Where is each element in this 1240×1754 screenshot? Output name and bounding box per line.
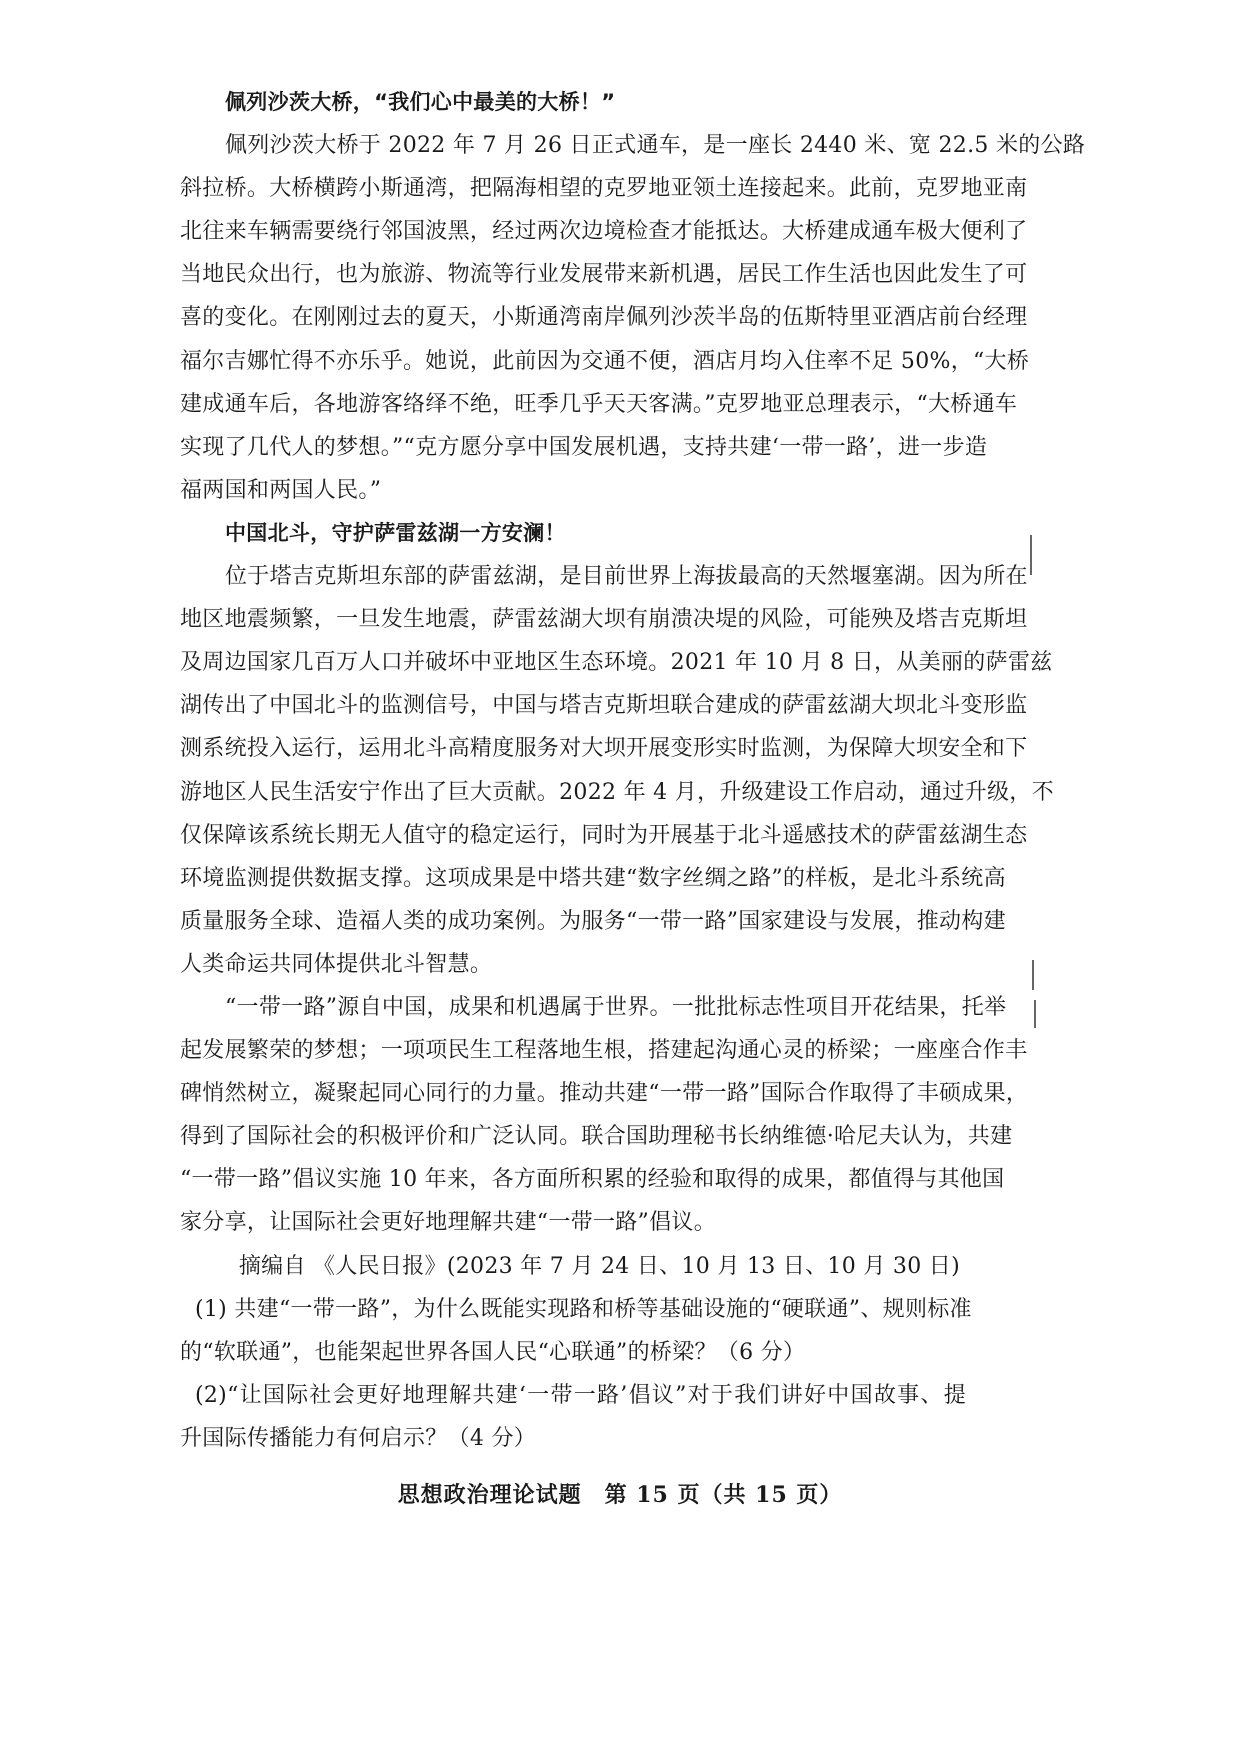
page-footer: 思想政治理论试题 第 15 页（共 15 页） <box>397 1482 843 1508</box>
text-line: 福尔吉娜忙得不亦乐乎。她说，此前因为交通不便，酒店月均入住率不足 50%，“大桥 <box>180 348 1030 374</box>
section-title: 佩列沙茨大桥，“我们心中最美的大桥！” <box>225 90 616 114</box>
text-line: 湖传出了中国北斗的监测信号，中国与塔吉克斯坦联合建成的萨雷兹湖大坝北斗变形监 <box>180 693 1028 719</box>
question-1-line: 的“软联通”，也能架起世界各国人民“心联通”的桥梁？（6 分） <box>180 1339 806 1365</box>
text-line: 北往来车辆需要绕行邻国波黑，经过两次边境检查才能抵达。大桥建成通车极大便利了 <box>180 219 1028 245</box>
text-line: 环境监测提供数据支撑。这项成果是中塔共建“数字丝绸之路”的样板，是北斗系统高 <box>180 865 1006 891</box>
text-line: 喜的变化。在刚刚过去的夏天，小斯通湾南岸佩列沙茨半岛的伍斯特里亚酒店前台经理 <box>180 305 1028 331</box>
text-line: 及周边国家几百万人口并破坏中亚地区生态环境。2021 年 10 月 8 日，从美丽的萨雷兹 <box>180 650 1053 676</box>
scan-mark <box>1030 535 1032 575</box>
question-1-line: (1) 共建“一带一路”，为什么既能实现路和桥等基础设施的“硬联通”、规则标准 <box>195 1296 972 1322</box>
text-line: “一带一路”倡议实施 10 年来，各方面所积累的经验和取得的成果，都值得与其他国 <box>180 1167 1005 1193</box>
text-line: 测系统投入运行，运用北斗高精度服务对大坝开展变形实时监测，为保障大坝安全和下 <box>180 736 1028 762</box>
text-line: 人类命运共同体提供北斗智慧。 <box>180 951 493 977</box>
scan-mark <box>1034 1000 1036 1028</box>
text-line: 家分享，让国际社会更好地理解共建“一带一路”倡议。 <box>180 1210 716 1236</box>
text-line: 仅保障该系统长期无人值守的稳定运行，同时为开展基于北斗遥感技术的萨雷兹湖生态 <box>180 822 1028 848</box>
text-line: 建成通车后，各地游客络绎不绝，旺季几乎天天客满。”克罗地亚总理表示，“大桥通车 <box>180 391 1018 417</box>
question-2-line: (2)“让国际社会更好地理解共建‘一带一路’倡议”对于我们讲好中国故事、提 <box>195 1382 966 1408</box>
text-line: 地区地震频繁，一旦发生地震，萨雷兹湖大坝有崩溃决堤的风险，可能殃及塔吉克斯坦 <box>180 607 1028 633</box>
text-line: 佩列沙茨大桥于 2022 年 7 月 26 日正式通车，是一座长 2440 米、宽 22.5 米的公路 <box>225 133 1086 159</box>
source-citation: 摘编自 《人民日报》(2023 年 7 月 24 日、10 月 13 日、10 月 30 日) <box>238 1253 960 1279</box>
text-line: 位于塔吉克斯坦东部的萨雷兹湖，是目前世界上海拔最高的天然堰塞湖。因为所在 <box>225 564 1028 590</box>
text-line: 游地区人民生活安宁作出了巨大贡献。2022 年 4 月，升级建设工作启动，通过升级，不 <box>180 779 1054 805</box>
section-title: 中国北斗，守护萨雷兹湖一方安澜！ <box>225 520 566 545</box>
text-line: 实现了几代人的梦想。”“克方愿分享中国发展机遇，支持共建‘一带一路’，进一步造 <box>180 434 988 460</box>
text-line: 起发展繁荣的梦想；一项项民生工程落地生根，搭建起沟通心灵的桥梁；一座座合作丰 <box>180 1038 1028 1064</box>
text-line: 当地民众出行，也为旅游、物流等行业发展带来新机遇，居民工作生活也因此发生了可 <box>180 262 1028 288</box>
exam-page-body <box>180 81 1086 1460</box>
text-line: 碑悄然树立，凝聚起同心同行的力量。推动共建“一带一路”国际合作取得了丰硕成果， <box>180 1081 1029 1107</box>
text-line: “一带一路”源自中国，成果和机遇属于世界。一批批标志性项目开花结果，托举 <box>225 994 1007 1020</box>
text-line: 斜拉桥。大桥横跨小斯通湾，把隔海相望的克罗地亚领土连接起来。此前，克罗地亚南 <box>180 176 1028 202</box>
scan-mark <box>1032 960 1034 990</box>
text-line: 福两国和两国人民。” <box>180 477 382 503</box>
text-line: 得到了国际社会的积极评价和广泛认同。联合国助理秘书长纳维德·哈尼夫认为，共建 <box>180 1124 1013 1150</box>
question-2-line: 升国际传播能力有何启示？（4 分） <box>180 1425 537 1451</box>
text-line: 质量服务全球、造福人类的成功案例。为服务“一带一路”国家建设与发展，推动构建 <box>180 908 1006 934</box>
